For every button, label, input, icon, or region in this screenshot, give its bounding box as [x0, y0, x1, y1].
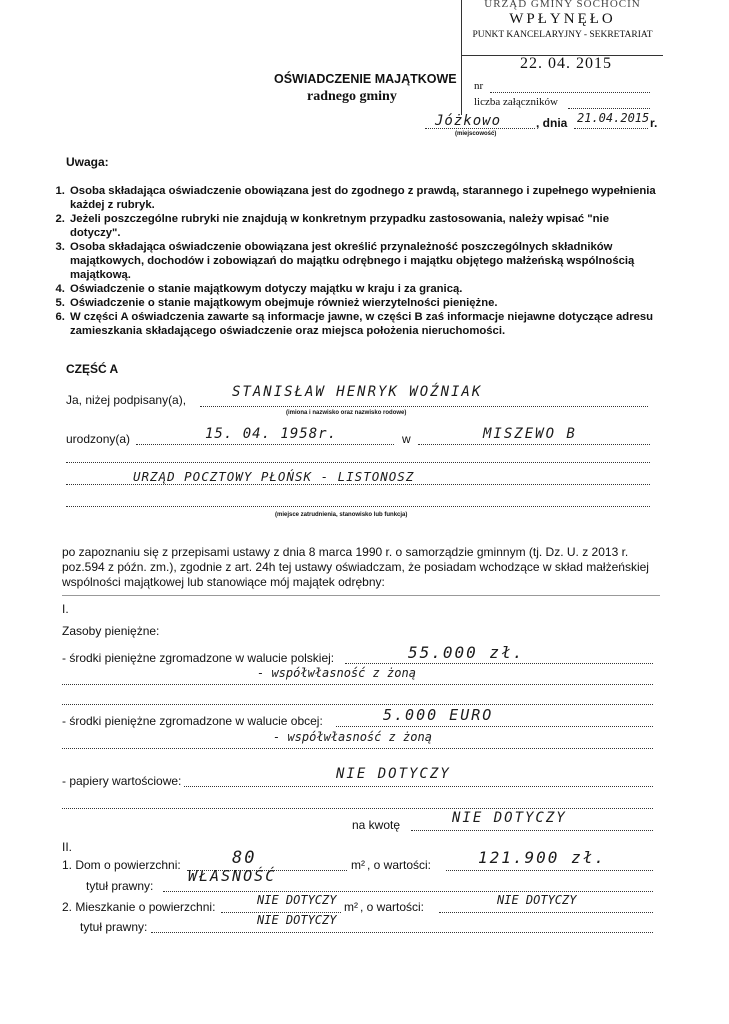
date-label: , dnia: [536, 116, 568, 130]
cash-heading: Zasoby pieniężne:: [62, 624, 160, 638]
flat-title: NIE DOTYCZY: [257, 913, 337, 927]
flat-area: NIE DOTYCZY: [257, 893, 337, 907]
securities-value: NIE DOTYCZY: [336, 766, 451, 782]
stamp-received: WPŁYNĘŁO: [509, 11, 616, 27]
flat-unit: m²: [344, 900, 358, 914]
part-a-heading: CZĘŚĆ A: [66, 362, 119, 376]
born-date-dots: [136, 444, 394, 445]
house-area: 80: [232, 848, 257, 868]
stamp-nr-label: nr: [474, 80, 484, 92]
stamp-attachments-dots: [568, 108, 650, 109]
note-item: 5. Oświadczenie o stanie majątkowym obejmuje również wierzytelności pieniężne.: [68, 296, 662, 310]
pln-note: - współwłasność z żoną: [257, 666, 416, 680]
foreign-note-dots: [62, 748, 653, 749]
born-place-dots: [418, 444, 650, 445]
foreign-label: - środki pieniężne zgromadzone w walucie obcej:: [62, 714, 323, 728]
employment-value: URZĄD POCZTOWY PŁOŃSK - LISTONOSZ: [133, 469, 415, 484]
securities-label: - papiery wartościowe:: [62, 774, 182, 788]
house-unit: m²: [351, 858, 365, 872]
note-item: 2. Jeżeli poszczególne rubryki nie znajdują w konkretnym przypadku zastosowania, należy wpisać "nie dotyczy".: [68, 212, 662, 240]
born-label: urodzony(a): [66, 432, 131, 446]
house-value: 121.900 zł.: [478, 848, 606, 867]
note-item: 6. W części A oświadczenia zawarte są informacje jawne, w części B zaś informacje niejawne dotyczące adresu zamieszkania składającego oświadczenie oraz miejsca położenia nieruchomości.: [68, 310, 662, 338]
employment-dots-3: [66, 506, 650, 507]
employment-dots-1: [66, 462, 650, 463]
house-title: WŁASNOŚĆ: [188, 867, 277, 885]
flat-value-dots: [439, 912, 653, 913]
note-item: 1. Osoba składająca oświadczenie obowiązana jest do zgodnego z prawdą, starannego i zupełnego wypełnienia każdej z rubryk.: [68, 184, 662, 212]
notes-list: [52, 184, 662, 338]
signed-label: Ja, niżej podpisany(a),: [66, 393, 187, 407]
note-item: 3. Osoba składająca oświadczenie obowiązana jest określić przynależność poszczególnych składników majątkowych, dochodów i zobowiązań do majątku odrębnego i majątku objętego małżeńską wspólnością majątkową.: [68, 240, 662, 282]
date-suffix: r.: [650, 116, 658, 130]
birth-date: 15. 04. 1958r.: [205, 426, 338, 442]
section-2-numeral: II.: [62, 840, 73, 854]
foreign-note: - współwłasność z żoną: [273, 730, 432, 744]
flat-title-dots: [151, 932, 653, 933]
stamp-date: 22. 04. 2015: [520, 55, 612, 72]
flat-value: NIE DOTYCZY: [497, 893, 577, 907]
amount-value: NIE DOTYCZY: [452, 810, 567, 826]
employment-caption: (miejsce zatrudnienia, stanowisko lub funkcja): [275, 512, 408, 518]
document-subtitle: radnego gminy: [307, 89, 397, 104]
house-label: 1. Dom o powierzchni:: [62, 858, 181, 872]
stamp-nr-dots: [490, 92, 650, 93]
house-title-label: tytuł prawny:: [86, 879, 154, 893]
name-dots: [200, 406, 648, 407]
date-dots: [574, 128, 648, 129]
name-caption: (imiona i nazwisko oraz nazwisko rodowe): [286, 410, 407, 416]
flat-label: 2. Mieszkanie o powierzchni:: [62, 900, 216, 914]
house-value-label: , o wartości:: [367, 858, 432, 872]
place-caption: (miejscowość): [455, 131, 497, 137]
stamp-attachments-label: liczba załączników: [474, 96, 558, 108]
pln-extra-dots: [62, 704, 653, 705]
pln-note-dots: [62, 684, 653, 685]
foreign-dots: [336, 726, 653, 727]
section-1-numeral: I.: [62, 602, 69, 616]
amount-label: na kwotę: [352, 818, 401, 832]
pln-value: 55.000 zł.: [408, 643, 525, 662]
pln-label: - środki pieniężne zgromadzone w walucie polskiej:: [62, 651, 335, 665]
flat-title-label: tytuł prawny:: [80, 920, 148, 934]
born-in-label: w: [402, 432, 411, 446]
pln-dots: [345, 663, 653, 664]
stamp-point: PUNKT KANCELARYJNY - SEKRETARIAT: [472, 30, 653, 40]
notes-heading: Uwaga:: [66, 155, 109, 169]
note-item: 4. Oświadczenie o stanie majątkowym dotyczy majątku w kraju i za granicą.: [68, 282, 662, 296]
employment-dots-2: [66, 484, 650, 485]
place-value: Jóżkowo: [435, 113, 502, 129]
registry-stamp: [461, 0, 663, 56]
stamp-border: [461, 55, 462, 115]
declarant-name: STANISŁAW HENRYK WOŹNIAK: [232, 384, 483, 400]
foreign-value: 5.000 EURO: [383, 706, 494, 724]
birth-place: MISZEWO B: [483, 426, 577, 442]
securities-extra-dots: [62, 808, 653, 809]
document-title: OŚWIADCZENIE MAJĄTKOWE: [274, 72, 457, 86]
house-title-dots: [163, 891, 653, 892]
intro-text: po zapoznaniu się z przepisami ustawy z dnia 8 marca 1990 r. o samorządzie gminnym (tj. Dz. U. z 2013 r. poz.594 z późn. zm.), zgodnie z art. 24h tej ustawy oświadczam, że posiadam wchodzące w skład małżeńskiej wspólności majątkowej lub stanowiące mój majątek odrębny:: [62, 545, 649, 589]
flat-value-label: , o wartości:: [360, 900, 425, 914]
house-value-dots: [446, 870, 653, 871]
section-divider: [62, 595, 660, 596]
stamp-office: URZĄD GMINY SOCHOCIN: [484, 0, 641, 10]
securities-dots: [184, 786, 653, 787]
amount-dots: [411, 830, 653, 831]
declaration-date: 21.04.2015: [577, 111, 650, 125]
place-dots: [425, 128, 535, 129]
